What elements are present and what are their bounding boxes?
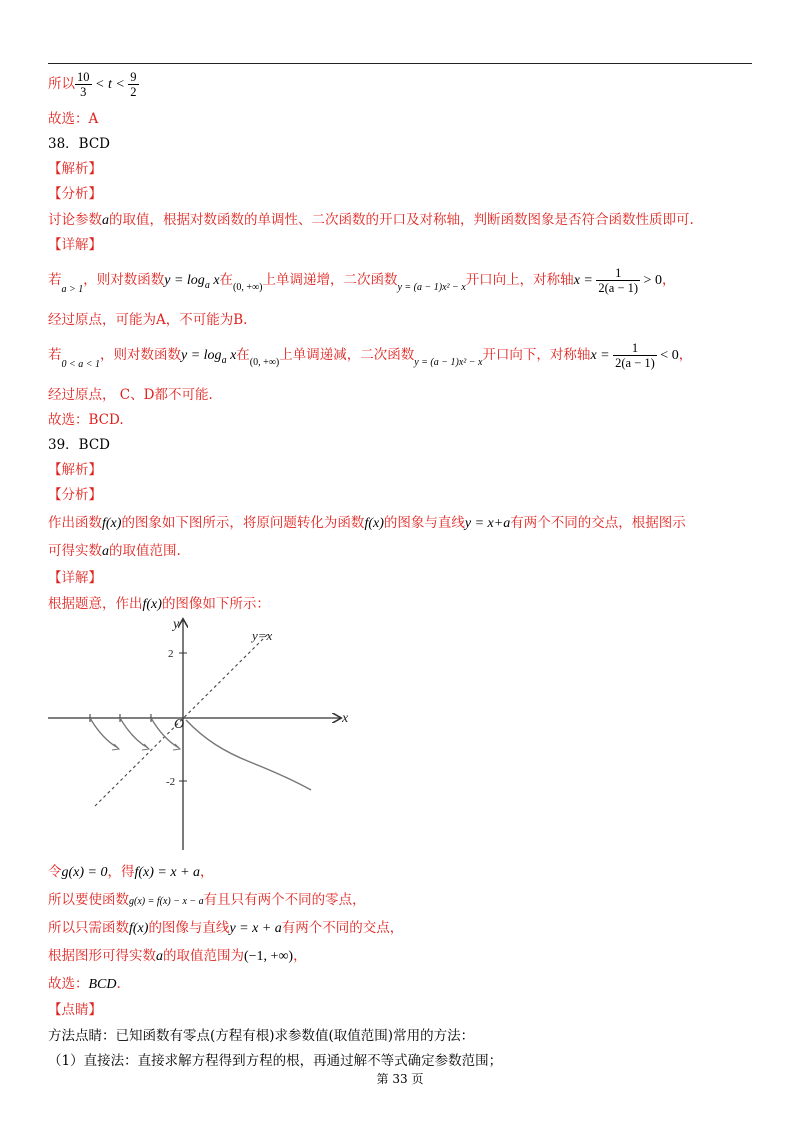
section-dianjing: 【点睛】 xyxy=(48,1002,102,1018)
fraction-9-2: $\frac{9}{2}$ xyxy=(130,70,137,99)
section-jiexi-38: 【解析】 xyxy=(48,161,102,177)
detail-case-a-gt-1: 若$_{a > 1}$，则对数函数$y = \log_a x$在$_{(0, +\infty)}$上单调递增，二次函数$_{y = (a - 1)x^2 - x}$开口向上，对称轴x = $\frac{1}{2(a - 1)}$ > 0， xyxy=(48,266,676,295)
section-xiangjie-39: 【详解】 xyxy=(48,570,102,586)
line-y-eq-x-label: y=x xyxy=(252,628,273,643)
curve-log-branch xyxy=(186,720,311,790)
curve-piece-2 xyxy=(120,718,148,748)
detail-39-range: 根据图形可得实数a的取值范围为(−1, +∞)， xyxy=(48,948,307,964)
origin-label: O xyxy=(174,717,185,732)
header-rule xyxy=(48,63,752,64)
function-graph xyxy=(40,612,370,854)
conclusion-range xyxy=(48,70,139,99)
analysis-38: 讨论参数a的取值，根据对数函数的单调性、二次函数的开口及对称轴，判断函数图象是否符合函数性质即可. xyxy=(48,212,694,228)
x-axis-label: x xyxy=(342,711,349,726)
inequality-mid: < t < xyxy=(91,77,129,92)
answer-line-38: 故选：BCD. xyxy=(48,412,124,428)
answer-line-37: 故选：A xyxy=(48,111,99,127)
analysis-39-line1: 作出函数f(x)的图象如下图所示，将原问题转化为函数f(x)的图象与直线y = x+a有两个不同的交点，根据图示 xyxy=(48,515,686,531)
section-xiangjie-38: 【详解】 xyxy=(48,237,102,253)
page-number: 第 33 页 xyxy=(376,1072,424,1086)
method-note: 方法点睛：已知函数有零点(方程有根)求参数值(取值范围)常用的方法： xyxy=(48,1028,475,1044)
section-fenxi-39: 【分析】 xyxy=(48,487,102,503)
question-39-heading: 39．BCD xyxy=(48,437,111,453)
section-fenxi-38: 【分析】 xyxy=(48,186,102,202)
y-tick-label-2: 2 xyxy=(168,648,174,660)
question-38-heading: 38．BCD xyxy=(48,136,111,152)
detail-case-0-lt-a-lt-1: 若$_{0 < a < 1}$，则对数函数$y = \log_a x$在$_{(0, +\infty)}$上单调递减，二次函数$_{y = (a - 1)x^2 - x}$开口向下，对称轴x = $\frac{1}{2(a - 1)}$ < 0， xyxy=(48,341,693,370)
analysis-39-line2: 可得实数a的取值范围. xyxy=(48,543,181,559)
detail-39-intersections: 所以只需函数f(x)的图像与直线y = x + a有两个不同的交点， xyxy=(48,920,404,936)
section-jiexi-39: 【解析】 xyxy=(48,462,102,478)
detail-conclusion-ab: 经过原点，可能为A，不可能为B. xyxy=(48,312,248,328)
y-axis-label: y xyxy=(173,617,180,632)
detail-conclusion-cd: 经过原点， C、D都不可能. xyxy=(48,387,213,403)
detail-39-intro: 根据题意，作出f(x)的图像如下所示： xyxy=(48,596,270,612)
fraction-10-3: $\frac{10}{3}$ xyxy=(77,70,90,99)
answer-line-39: 故选：BCD. xyxy=(48,976,121,992)
detail-39-let-g: 令g(x) = 0，得f(x) = x + a， xyxy=(48,864,214,880)
text-prefix: 所以 xyxy=(48,76,75,92)
curve-piece-1 xyxy=(90,718,118,748)
y-tick-label-neg2: -2 xyxy=(166,776,176,788)
detail-39-zeros: 所以要使函数g(x) = f(x) − x − a有且只有两个不同的零点， xyxy=(48,892,366,908)
method-direct: （1）直接法：直接求解方程得到方程的根，再通过解不等式确定参数范围； xyxy=(48,1053,503,1069)
